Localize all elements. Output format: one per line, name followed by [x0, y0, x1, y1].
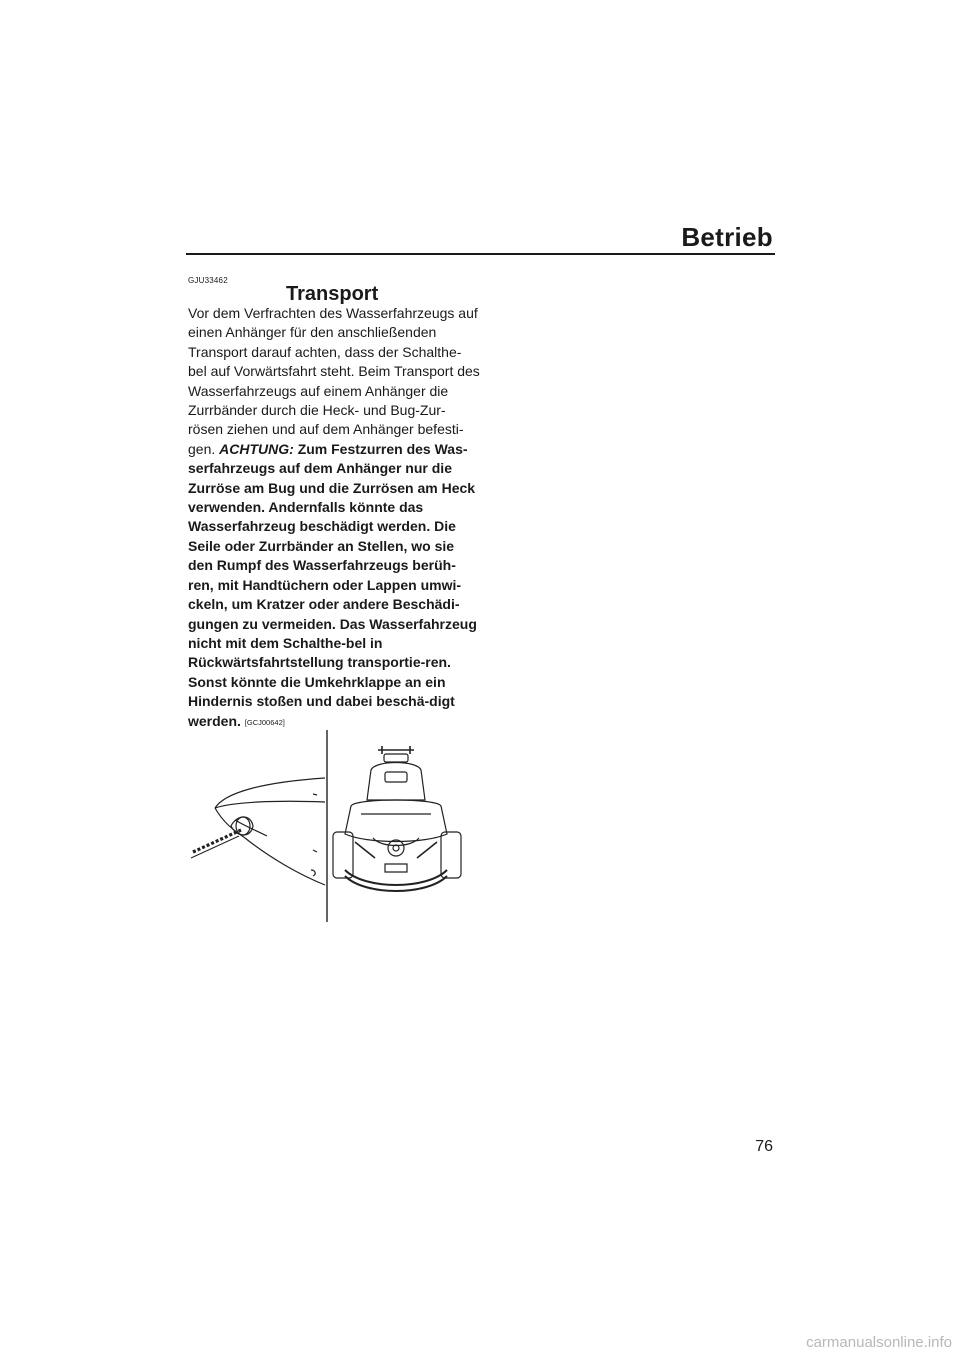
caution-text: Zum Festzurren des Was-serfahrzeugs auf dem Anhänger nur die Zurröse am Bug und die Zurrösen am Heck verwenden. Andernfalls könnte das Wasserfahrzeug beschädigt werden. Die Seile oder Zurrbänder an Stellen, wo sie den Rumpf des Wasserfahrzeugs berüh-ren, mit Handtüchern oder Lappen umwi-ckeln, um Kratzer oder andere Beschädi-gungen zu vermeiden. Das Wasserfahrzeug nicht mit dem Schalthe-bel in Rückwärtsfahrtstellung transportie-ren. Sonst könnte die Umkehrklappe an ein Hindernis stoßen und dabei beschä-digt werden. [188, 440, 477, 729]
section-title: Transport [286, 283, 379, 305]
header-title: Betrieb [681, 222, 773, 252]
caution-code: [GCJ00642] [244, 717, 285, 727]
watermark: carmanualsonline.info [806, 1334, 952, 1351]
body-text [188, 304, 480, 732]
intro-paragraph: Vor dem Verfrachten des Wasserfahrzeugs auf einen Anhänger für den anschließenden Transport darauf achten, dass der Schalthe-bel auf Vorwärtsfahrt steht. Beim Transport des Wasserfahrzeugs auf einem Anhänger die Zurrbänder durch die Heck- und Bug-Zur-rösen ziehen und auf dem Anhänger befesti-gen. [188, 305, 480, 457]
rear-view-on-trailer [333, 746, 461, 891]
caution-label: ACHTUNG: [219, 440, 294, 457]
section-code: GJU33462 [188, 276, 228, 285]
header-rule [186, 253, 775, 255]
trailer-tie-down-illustration [185, 730, 485, 922]
page-number: 76 [755, 1138, 773, 1155]
bow-eye-detail [191, 778, 325, 885]
